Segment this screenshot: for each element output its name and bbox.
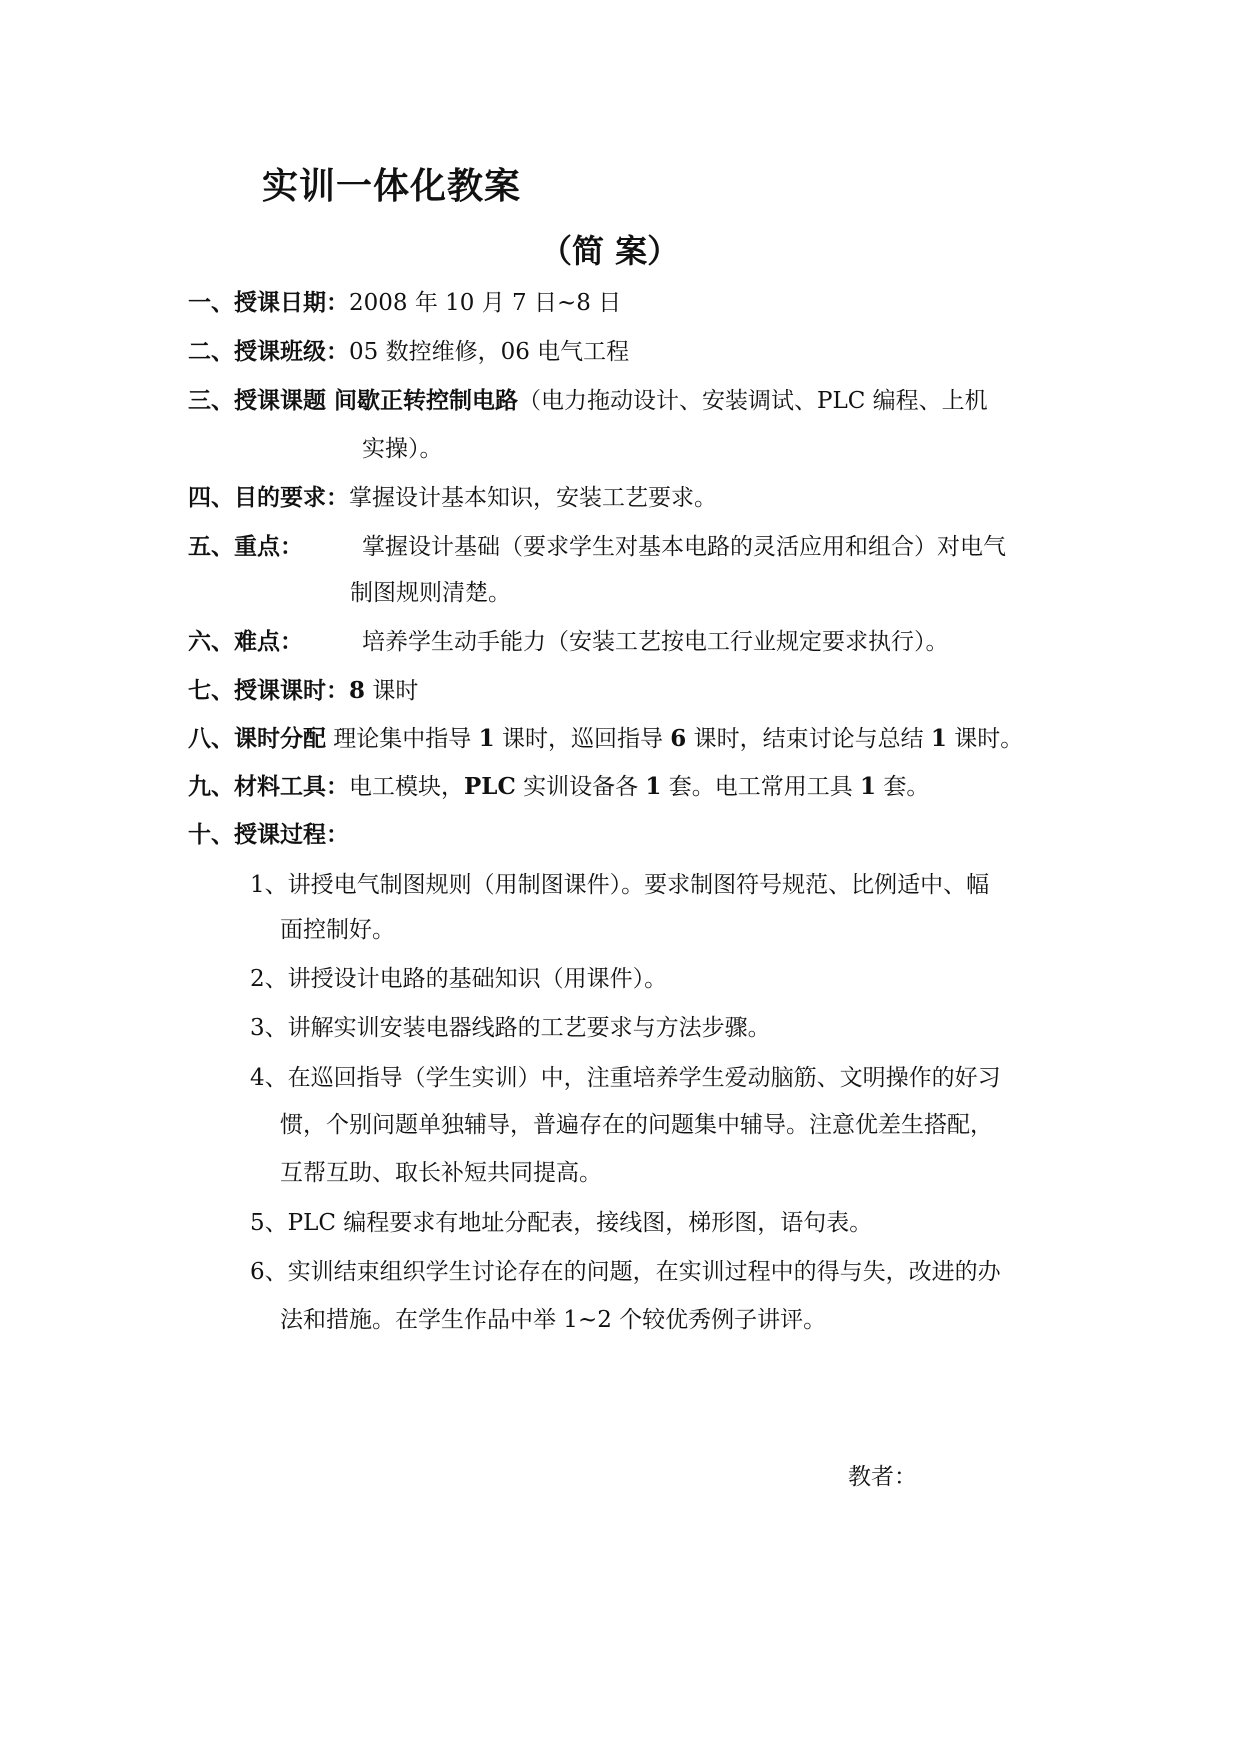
item-value: （电力拖动设计、安装调试、PLC 编程、上机 [518,388,988,414]
item-label: 五、重点： [188,533,303,560]
step-line: 法和措施。在学生作品中举 1~2 个较优秀例子讲评。 [280,1307,827,1333]
item-value-part: 课时。 [946,726,1024,752]
item-value-part: 套。电工常用工具 [661,774,861,800]
item-label: 一、授课日期： [188,289,349,316]
item-value: 掌握设计基础（要求学生对基本电路的灵活应用和组合）对电气 [362,534,1006,560]
teacher-signature-label: 教者： [848,1464,917,1490]
item-label: 四、目的要求： [188,484,349,511]
item-value-part: 课时，巡回指导 [494,726,671,752]
step-line: 3、讲解实训安装电器线路的工艺要求与方法步骤。 [250,1015,771,1041]
item-value-part: 课时 [365,678,419,704]
item-hours-allocation [188,724,1023,754]
step-line: 面控制好。 [280,917,395,943]
step-line: 6、实训结束组织学生讨论存在的问题，在实训过程中的得与失，改进的办 [250,1259,1001,1285]
item-label: 八、课时分配 [188,725,326,752]
step-line: 惯，个别问题单独辅导，普遍存在的问题集中辅导。注意优差生搭配， [280,1112,993,1138]
item-value-part: 1 [478,725,495,752]
item-objectives [188,483,717,513]
page-subtitle: （简 案） [540,232,680,270]
item-class [188,337,629,367]
item-value: 05 数控维修，06 电气工程 [349,339,630,365]
item-value: 2008 年 10 月 7 日~8 日 [349,290,622,316]
item-label: 三、授课课题 间歇正转控制电路 [188,387,519,414]
item-value-part: PLC [464,773,516,800]
step-line: 4、在巡回指导（学生实训）中，注重培养学生爱动脑筋、文明操作的好习 [250,1065,1001,1091]
page-title: 实训一体化教案 [262,165,522,207]
step-line: 2、讲授设计电路的基础知识（用课件）。 [250,966,668,992]
item-value: 掌握设计基本知识，安装工艺要求。 [349,485,717,511]
item-difficulties [188,627,303,657]
item-key-points [188,532,303,562]
item-materials [188,772,929,802]
item-value-part: 1 [645,773,662,800]
item-value-part: 套。 [876,774,930,800]
item-label: 九、材料工具： [188,773,349,800]
item-topic-continuation: 实操）。 [362,436,443,462]
item-label: 二、授课班级： [188,338,349,365]
item-topic [188,386,988,416]
item-value-part: 课时，结束讨论与总结 [686,726,931,752]
item-value-part: 8 [349,677,366,704]
item-label: 七、授课课时： [188,677,349,704]
step-line: 互帮互助、取长补短共同提高。 [280,1160,602,1186]
step-line: 5、PLC 编程要求有地址分配表，接线图，梯形图，语句表。 [250,1210,873,1236]
item-label: 六、难点： [188,628,303,655]
item-value-part: 电工模块， [349,774,464,800]
item-value-part: 6 [670,725,687,752]
item-hours [188,676,418,706]
item-date [188,288,621,318]
item-value-part: 1 [860,773,877,800]
item-value: 培养学生动手能力（安装工艺按电工行业规定要求执行）。 [362,629,949,655]
item-process [188,820,349,850]
item-value-part: 实训设备各 [515,774,646,800]
item-value-part: 1 [930,725,947,752]
item-label: 十、授课过程： [188,821,349,848]
item-value-part: 理论集中指导 [326,726,479,752]
item-key-points-continuation: 制图规则清楚。 [350,580,511,606]
step-line: 1、讲授电气制图规则（用制图课件）。要求制图符号规范、比例适中、幅 [250,872,990,898]
